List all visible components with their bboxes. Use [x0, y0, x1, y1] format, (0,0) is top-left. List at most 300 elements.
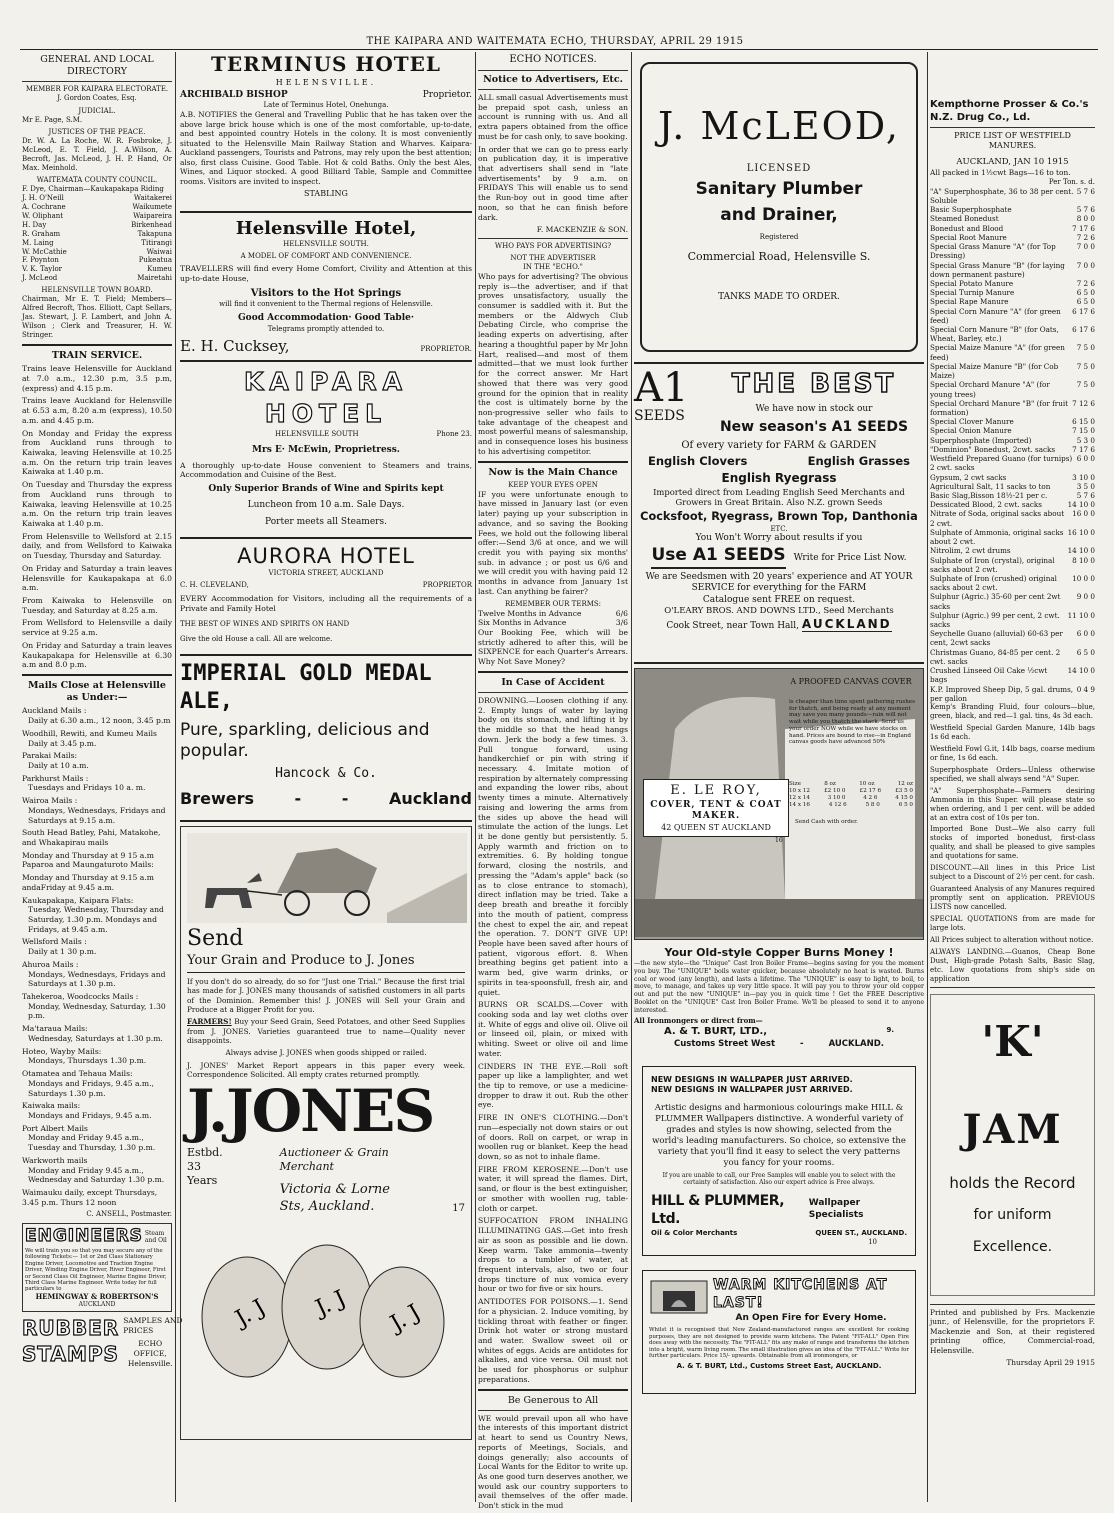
terms-label: Twelve Months in Advance	[478, 608, 582, 618]
engineers-firm: HEMINGWAY & ROBERTSON'S	[35, 1291, 159, 1301]
manure-price-row	[930, 592, 1095, 610]
terms-price: 6/6	[615, 608, 628, 618]
imprint-text: Printed and published by Frs. Mackenzie junr., of Helensville, for the proprietors F. Mackenzie and Son, at their registered printing office, Commercial-road, Helensville.	[930, 1307, 1095, 1355]
mail-route: Auckland Mails :	[22, 706, 87, 716]
manure-name: Special Orchard Manure "B" (for fruit formation)	[930, 398, 1069, 418]
terminus-stabling: STABLING	[304, 189, 348, 199]
mails-heading: Mails Close at Helensville as Under:—	[28, 680, 166, 704]
kemp-wfowl: Westfield Fowl G.it, 14lb bags, coarse medium or fine, 1s 6d each.	[930, 744, 1095, 762]
in-echo: IN THE "ECHO."	[523, 262, 583, 271]
manure-price-row	[930, 445, 1095, 454]
column-manures	[930, 52, 1095, 1502]
mail-entry	[22, 1047, 172, 1066]
leroy-table-row	[789, 802, 913, 809]
manure-price: 3 5 0	[1076, 481, 1095, 491]
member-heading: MEMBER FOR KAIPARA ELECTORATE.	[25, 85, 169, 94]
manure-name: Special Maize Manure "B" (for Cob Maize)	[930, 361, 1059, 381]
mail-route: Wairoa Mails :	[22, 796, 78, 806]
aurora-owner-label: PROPRIETOR	[422, 581, 472, 590]
manure-name: Special Potato Manure	[930, 278, 1014, 288]
manure-price: 5 7 6	[1076, 205, 1095, 215]
burns-ironmongers: All Ironmongers or direct from—	[634, 1016, 763, 1026]
leroy-table-cell: £2 10 0	[824, 788, 846, 795]
train-paragraph: On Monday and Friday the express from Auckland runs through to Kaiwaka, leaving Helensville at 10.25 a.m. On the return trip train leaves Kaiwaka at 1.40 p.m.	[22, 428, 172, 477]
kemp-title: Kempthorne Prosser & Co.'s N.Z. Drug Co., Ld.	[930, 99, 1089, 123]
mcleod-registered: Registered	[759, 232, 799, 241]
a1-city: AUCKLAND	[801, 617, 892, 632]
manure-price: 7 17 6	[1072, 223, 1095, 233]
leroy-table-cell: £3 5 0	[895, 788, 913, 795]
engineers-ad	[22, 1223, 172, 1312]
manure-name: Steamed Bonedust	[930, 214, 999, 224]
manure-price: 10 0 0	[1072, 573, 1095, 583]
leroy-cash: Send Cash with order.	[795, 819, 858, 825]
manure-name: "Dominion" Bonedust, 2cwt. sacks	[930, 444, 1056, 454]
helensville-hotel-model: A MODEL OF COMFORT AND CONVENIENCE.	[240, 252, 412, 261]
council-riding: Mairetahi	[137, 274, 172, 283]
divider	[180, 360, 472, 362]
terms-list	[478, 609, 628, 628]
manure-name: "A" Superphosphate, 36 to 38 per cent. Soluble	[930, 186, 1074, 205]
council-member-name: V. K. Taylor	[22, 265, 63, 274]
manure-price-row	[930, 214, 1095, 223]
kemp-kemps: Kemp's Branding Fluid, four colours—blue, green, black, and red—1 gal. tins, 4s 3d each.	[930, 703, 1095, 720]
divider	[930, 1304, 1095, 1305]
manure-name: Sulphate of Ammonia, original sacks about 2 cwt.	[930, 527, 1064, 547]
manure-name: Gypsum, 2 cwt sacks	[930, 472, 1007, 482]
jones-send: Send	[187, 926, 244, 952]
manure-name: Special Clover Manure	[930, 417, 1014, 427]
manure-price-row	[930, 629, 1095, 647]
divider	[478, 238, 628, 239]
a1-worry: You Won't Worry about results if you	[695, 533, 863, 544]
manure-price: 7 5 0	[1076, 343, 1095, 353]
wallpaper-line1: NEW DESIGNS IN WALLPAPER JUST ARRIVED.	[651, 1074, 853, 1084]
train-paragraph: From Kaiwaka to Helensville on Tuesday, and Saturday at 8.25 a.m.	[22, 596, 172, 615]
echo-p13: WE would prevail upon all who have the interests of this important district at heart to send us Country News, reports of Meetings, Socials, and doings generally; also accounts of Local Wants for the Editor to write up. As one good turn deserves another, we would ask our country supporters to avail themselves of the offer made. Don't stick in the mud	[478, 1413, 628, 1511]
leroy-table-cell: £2 17 6	[859, 788, 882, 795]
k-jam-holds: holds the Record	[949, 1173, 1076, 1192]
manure-name: Christmas Guano, 84-85 per cent. 2 cwt. sacks	[930, 647, 1061, 666]
mail-times: Mondays and Fridays, 9.45 a.m.	[28, 1110, 152, 1120]
mail-route: Parakai Mails:	[22, 751, 78, 761]
echo-p1: ALL small casual Advertisements must be prepaid spot cash, unless an account is running with us. And all extra papers obtained from the office must be for cash only, to save booking.	[478, 92, 628, 141]
manure-price-row	[930, 288, 1095, 297]
jones-role: Auctioneer & Grain Merchant	[279, 1146, 389, 1174]
column-rule	[175, 52, 176, 1502]
column-rule	[927, 52, 928, 1502]
manure-name: Westfield Prepared Guano (for turnips) 2 cwt. sacks	[930, 454, 1073, 473]
manure-name: Special Corn Manure "A" (for green feed)	[930, 306, 1061, 325]
helensville-hotel-owner-label: PROPRIETOR.	[420, 344, 472, 353]
council-riding: Waikumete	[132, 202, 172, 211]
echo-p8: CINDERS IN THE EYE.—Roll soft paper up like a lamplighter, and wet the tip to remove, or use a medicine-dropper to draw it out. Rub the other eye.	[478, 1061, 628, 1110]
mail-times: Tuesday, Wednesday, Thursday and Saturday, 1.30 p.m. Mondays and Fridays, at 9.45 a.m.	[28, 905, 164, 934]
divider	[478, 70, 628, 71]
k-jam-uniform: for uniform	[973, 1206, 1052, 1223]
divider	[180, 537, 472, 539]
a1-cocksfoot: Cocksfoot, Ryegrass, Brown Top, Danthonia	[640, 510, 918, 524]
echo-p10: FIRE FROM KEROSENE.—Don't use water, it will spread the flames. Dirt, sand, or flour is the best extinguisher, or smother with woollen rug, table-cloth or carpet.	[478, 1164, 628, 1213]
kaipara-hotel-phone: Phone 23.	[436, 430, 472, 439]
aurora-best: THE BEST OF WINES AND SPIRITS ON HAND	[180, 619, 350, 628]
leroy-heading: A PROOFED CANVAS COVER	[790, 677, 912, 686]
mcleod-licensed: LICENSED	[746, 162, 812, 174]
council-member-name: F. Dye, Chairman—Kaukapakapa Riding	[22, 184, 164, 193]
council-member-name: W. Oliphant	[22, 211, 64, 220]
jones-headline: Your Grain and Produce to J. Jones	[187, 953, 465, 973]
mail-entry	[22, 1124, 172, 1153]
manure-name: Special Rape Manure	[930, 297, 1009, 307]
wallpaper-street: QUEEN ST., AUCKLAND.	[815, 1228, 907, 1237]
k-jam-excellence: Excellence.	[972, 1238, 1053, 1255]
a1-firm: O'LEARY BROS. AND DOWNS LTD., Seed Merchants	[664, 606, 894, 617]
council-member-name: W. McCathie	[22, 247, 67, 256]
manure-name: Special Onion Manure	[930, 426, 1012, 436]
manure-price: 7 2 6	[1076, 278, 1095, 288]
manure-name: Crushed Linseed Oil Cake ½cwt bags	[930, 666, 1048, 685]
manure-price: 7 17 6	[1072, 444, 1095, 454]
terms-label: Six Months in Advance	[478, 618, 567, 628]
a1-seedsmen: We are Seedsmen with 20 years' experience and AT YOUR SERVICE for everything for the FARM	[645, 571, 913, 594]
council-member-row	[22, 212, 172, 221]
manure-price-row	[930, 187, 1095, 205]
leroy-table-cell: 3 10 0	[827, 795, 846, 802]
jones-ad	[180, 826, 472, 1440]
aurora-street: VICTORIA STREET, AUCKLAND	[268, 569, 384, 578]
mail-route: Kaiwaka mails:	[22, 1101, 81, 1111]
mail-entry	[22, 729, 172, 748]
a1-new-season: New season's A1 SEEDS	[719, 418, 909, 435]
manure-price: 11 10 0	[1067, 610, 1095, 620]
manure-name: Special Grass Manure "A" (for Top Dressing)	[930, 242, 1056, 261]
jones-address: Victoria & Lorne Sts, Auckland.	[279, 1182, 390, 1215]
a1-ryegrass: English Ryegrass	[721, 471, 837, 486]
manure-price-row	[930, 482, 1095, 491]
column-rule	[631, 52, 632, 1502]
leroy-table-head-cell: 8 oz	[824, 781, 836, 787]
wagon-illustration	[187, 833, 467, 923]
judicial-heading: JUDICIAL.	[78, 107, 116, 116]
mcleod-tanks: TANKS MADE TO ORDER.	[718, 291, 840, 302]
the-best: THE BEST	[731, 369, 897, 399]
kaipara-hotel-title: KAIPARA HOTEL	[244, 367, 408, 429]
kemp-price-list-items	[930, 187, 1095, 703]
mail-entry	[22, 1101, 172, 1120]
mail-route: Otamatea and Tehaua Mails:	[22, 1069, 133, 1079]
mail-entry	[22, 1024, 172, 1043]
manure-price: 6 5 0	[1076, 288, 1095, 298]
terminus-proprietor-label: Proprietor.	[422, 89, 472, 100]
manure-price-row	[930, 648, 1095, 666]
manure-price-row	[930, 380, 1095, 398]
council-riding: Birkenhead	[131, 220, 172, 229]
manure-price: 7 12 6	[1072, 398, 1095, 408]
council-member-name: M. Laing	[22, 238, 54, 247]
helensville-hotel-place: HELENSVILLE SOUTH.	[283, 240, 369, 249]
aurora-give: Give the old House a call. All are welcome.	[180, 634, 333, 643]
council-list	[22, 185, 172, 283]
train-paragraph: Trains leave Helensville for Auckland at 7.0 a.m., 12.30 p.m, 3.5 p.m, (express) and 4.15 p.m.	[22, 364, 172, 393]
manure-price: 6 0 0	[1076, 454, 1095, 464]
mcleod-name: J. McLEOD,	[658, 104, 900, 148]
column-directory	[22, 52, 183, 1502]
manure-price: 14 10 0	[1067, 546, 1095, 556]
manure-price-row	[930, 233, 1095, 242]
manure-name: Dessicated Blood, 2 cwt. sacks	[930, 500, 1042, 510]
mail-entry	[22, 1069, 172, 1098]
divider	[478, 1410, 628, 1411]
wallpaper-spec: Wallpaper Specialists	[808, 1198, 864, 1220]
echo-p11: SUFFOCATION FROM INHALING ILLUMINATING GAS.—Get into fresh air as soon as possible and lie down. Keep warm. Take ammonia—twenty drops to a tumbler of water, at frequent intervals, also, two or four drops tincture of nux vomica every hour or two for five or six hours.	[478, 1216, 628, 1294]
kemp-superorders: Superphosphate Orders—Unless otherwise specified, we shall always send "A" Super.	[930, 765, 1095, 783]
divider	[478, 671, 628, 673]
council-riding: Pukeatua	[138, 256, 172, 265]
manure-price: 14 10 0	[1067, 500, 1095, 510]
leroy-table-cell: 10 x 12	[789, 788, 810, 795]
mcleod-trade1: Sanitary Plumber	[695, 179, 863, 200]
terms-row	[478, 609, 628, 619]
manure-name: Sulphate of Iron (crystal), original sacks about 2 cwt.	[930, 555, 1055, 574]
grain-sacks-illustration	[187, 1222, 447, 1372]
wallpaper-small: If you are unable to call, our Free Samples will enable you to select with the certainty of satisfaction. Also our expert advice is Free always.	[662, 1171, 896, 1187]
a1-etc: ETC.	[770, 524, 788, 533]
mail-times: Daily at 10 a.m.	[28, 760, 89, 770]
kaipara-hotel-place: HELENSVILLE SOUTH	[275, 430, 359, 439]
manure-price: 7 2 6	[1076, 232, 1095, 242]
mail-times: Mondays, Wednesdays, Fridays and Saturdays at 1.30 p.m.	[28, 969, 166, 989]
svg-text:J. J: J. J	[312, 1285, 350, 1321]
helensville-hotel-body: TRAVELLERS will find every Home Comfort, Civility and Attention at this up-to-date House,	[180, 264, 472, 283]
aurora-owner: C. H. CLEVELAND,	[180, 581, 249, 590]
train-paragraph: On Friday and Saturday a train leaves Helensville for Kaukapakapa at 6.0 a.m.	[22, 563, 172, 593]
terminus-late: Late of Terminus Hotel, Onehunga.	[263, 101, 389, 110]
manure-price-row	[930, 224, 1095, 233]
council-riding: Titirangi	[141, 238, 172, 247]
burns-body: —the new style—the "Unique" Cast Iron Boiler Frame—begins saving for you the moment you buy. The "UNIQUE" boils water quicker, because absolutely no heat is wasted. Burns coal or wood (any length), and lasts a lifetime. The "UNIQUE" is easy to light, to boil, to move, to manage, and takes up very little space. It will pay you to throw your old copper out and put the new "UNIQUE" in—pay you in quick time ! Get the FREE Descriptive Booklet on the "UNIQUE" Cast Iron Boiler Frame. We'll be pleased to send it to anyone interested.	[634, 960, 924, 1014]
town-board-heading: HELENSVILLE TOWN BOARD.	[41, 286, 153, 295]
burns-city: AUCKLAND.	[828, 1039, 884, 1050]
wallpaper-firm: HILL & PLUMMER, Ltd.	[651, 1193, 785, 1227]
divider	[180, 654, 472, 656]
helensville-hotel-visitors: Visitors to the Hot Springs	[250, 287, 402, 299]
manure-price: 6 5 0	[1076, 647, 1095, 657]
manure-name: Sulphur (Agric.) 99 per cent, 2 cwt. sacks	[930, 610, 1060, 630]
k-jam-jam: JAM	[962, 1106, 1063, 1154]
manure-price: 8 0 0	[1076, 214, 1095, 224]
manure-name: Bonedust and Blood	[930, 223, 1004, 233]
manure-price-row	[930, 491, 1095, 500]
rubber-stamps-ad	[22, 1316, 183, 1368]
council-member-row	[22, 239, 172, 248]
manure-price-row	[930, 574, 1095, 592]
kaipara-hotel-body: A thoroughly up-to-date House convenient to Steamers and trains, Accommodation and Cuisine of the Best.	[180, 460, 472, 480]
manure-price-row	[930, 509, 1095, 527]
kemp-packed: All packed in 1½cwt Bags—16 to ton.	[930, 168, 1071, 178]
mail-times: Mondays and Fridays, 9.45 a.m., Saturdays 1.30 p.m.	[28, 1078, 154, 1098]
a1-stock: We have now in stock our	[755, 404, 873, 415]
council-member-row	[22, 230, 172, 239]
mail-route: Parkhurst Mails :	[22, 773, 89, 783]
echo-p3: Who pays for advertising? The obvious reply is—the advertiser, and if that proves unsatisfactory, usually the consumer is saddled with it. But the members or the Aldwych Club Debating Circle, who comprise the leading experts on advertising, after hearing a thoughtful paper by Mr John Hart, realised—and most of them admitted—that we must look further for the correct answer. Mr Hart showed that there was very good ground for the opinion that in reality the cost is ultimately borne by the non-progressive seller who fails to take advantage of the cheapest and most powerful means of salesmanship, and in consequence loses his business to his advertising competitor.	[478, 271, 628, 456]
mail-route: Wellsford Mails :	[22, 937, 87, 947]
echo-p7: BURNS OR SCALDS.—Cover with cooking soda and lay wet cloths over it. White of eggs and olive oil. Olive oil or linseed oil, plain, or mixed with whiting. Sweet or olive oil and lime water.	[478, 1000, 628, 1058]
mail-entry	[22, 706, 172, 725]
echo-office: ECHO OFFICE, Helensville.	[127, 1339, 173, 1368]
leroy-table-cell: 5 8 0	[865, 802, 880, 809]
council-member-row	[22, 248, 172, 257]
train-paragraph: From Wellsford to Helensville a daily service at 9.25 a.m.	[22, 618, 172, 638]
mail-times: Wednesday, Saturdays at 1.30 p.m.	[28, 1033, 163, 1043]
mail-times: Daily at 1 30 p.m.	[28, 947, 97, 957]
council-riding: Waipareira	[133, 211, 172, 220]
manure-price-row	[930, 685, 1095, 703]
mail-route: Port Albert Mails	[22, 1123, 88, 1133]
leroy-name: E. LE ROY,	[670, 783, 762, 798]
column-hotels	[180, 52, 472, 1502]
helensville-hotel-telegrams: Telegrams promptly attended to.	[267, 324, 385, 333]
svg-text:J. J: J. J	[386, 1299, 425, 1337]
manure-name: K.P. Improved Sheep Dip, 5 gal. drums, per gallon	[930, 684, 1074, 703]
jones-body3: Always advise J. JONES when goods shipped or railed.	[225, 1048, 427, 1058]
a1-use: Use A1 SEEDS	[651, 545, 785, 569]
manure-name: Agricultural Salt, 11 sacks to ton	[930, 481, 1051, 491]
notice-title: Notice to Advertisers, Etc.	[483, 73, 623, 85]
manure-price: 7 0 0	[1076, 260, 1095, 270]
kemp-date: AUCKLAND, JAN 10 1915	[956, 157, 1069, 168]
leroy-table-cell: 14 x 16	[789, 802, 810, 809]
kemp-aspecial: "A" Superphosphate—Farmers desiring Ammonia in this Super. will please state so when ordering, and 1 per cent. will be added at an extra cost of 10s per ton.	[930, 786, 1095, 822]
wallpaper-line2: NEW DESIGNS IN WALLPAPER JUST ARRIVED.	[651, 1085, 853, 1095]
manure-price: 7 0 0	[1076, 242, 1095, 252]
imperial-city: Auckland	[388, 789, 472, 809]
fireplace-icon	[649, 1277, 709, 1317]
jones-farmers: FARMERS!	[187, 1017, 232, 1027]
samples-text: SAMPLES AND PRICES	[123, 1316, 183, 1335]
manure-price: 16 0 0	[1072, 509, 1095, 519]
jones-number: 17	[452, 1202, 465, 1214]
terminus-place: HELENSVILLE.	[275, 77, 377, 87]
manure-price: 0 4 9	[1076, 684, 1095, 694]
leroy-table-row	[789, 795, 913, 802]
mail-entry	[22, 796, 172, 825]
council-member-row	[22, 203, 172, 212]
train-paragraph: On Tuesday and Thursday the express from Auckland runs through to Kaiwaka, leaving Helensville at 10.25 a.m. On the return trip train leaves Kaiwaka at 1.40 p.m.	[22, 480, 172, 528]
terminus-title: TERMINUS HOTEL	[211, 52, 441, 76]
svg-text:J. J: J. J	[231, 1294, 270, 1332]
mail-times: Monday and Friday 9.45 a.m., Tuesday and Thursday, 1.30 p.m.	[28, 1133, 156, 1153]
jones-body2: Buy your Seed Grain, Seed Potatoes, and other Seed Supplies from J. JONES. Varieties guaranteed true to name—Quality never disappoints.	[187, 1017, 465, 1046]
divider	[634, 362, 924, 364]
manure-price: 7 15 0	[1072, 426, 1095, 436]
engineers-title: ENGINEERS	[25, 1226, 143, 1247]
mail-times: Daily at 6.30 a.m., 12 noon, 3.45 p.m	[28, 716, 171, 726]
leroy-address: 42 QUEEN ST AUCKLAND	[661, 822, 771, 832]
leroy-sub: is cheaper than time spent gathering rushes for thatch, and being ready at any moment may save you many pounds—rain will not wait while you thatch the stack. Send us your order NOW while we have stocks on hand. Prices are bound to rise—in England canvas goods have advanced 50%	[789, 699, 915, 746]
burns-firm: A. & T. BURT, LTD.,	[664, 1026, 768, 1038]
terminus-proprietor: ARCHIBALD BISHOP	[180, 89, 288, 100]
council-member-row	[22, 265, 172, 274]
council-member-row	[22, 256, 172, 265]
rubber-text: RUBBER	[22, 1316, 120, 1341]
mail-entry	[22, 960, 172, 989]
manure-name: Nitrolim, 2 cwt drums	[930, 546, 1011, 556]
kitchens-body: Whilst it is recognised that New Zealand-manufactured ranges are excellent for cooking purposes, they are not designed to provide warm kitchens. The Patent "FIT-ALL" Open Fire does away with the necessity. The "FIT-ALL" fits any make of range and transforms the kitchen into a bright, warm living room. The small illustration gives an idea of the "FIT-ALL." Write for further particulars. Price 15/- upwards. Obtainable from all ironmongers, or	[649, 1327, 909, 1359]
mail-route: Kaukapakapa, Kaipara Flats:	[22, 895, 134, 905]
mcleod-address: Commercial Road, Helensville S.	[687, 249, 871, 263]
imperial-brewers: Brewers	[180, 789, 254, 809]
kitchens-title: WARM KITCHENS AT LAST!	[713, 1276, 888, 1311]
manure-price-row	[930, 362, 1095, 380]
manure-price-row	[930, 436, 1095, 445]
council-member-name: F. Poynton	[22, 256, 59, 265]
manure-price: 16 10 0	[1067, 527, 1095, 537]
imperial-tagline: Pure, sparkling, delicious and popular.	[180, 719, 430, 762]
kemp-discount: DISCOUNT.—All lines in this Price List subject to a Discount of 2½ per cent. for cash.	[930, 864, 1095, 882]
column-rule	[475, 52, 476, 1502]
engineers-text: We will train you so that you may secure any of the following Tickets:— 1st or 2nd Class Stationary Engine Driver, Locomotive and Traction Engine Driver, Winding Engine Driver, River Engineer, First or Second Class Oil Engineer, Marine Engine Driver, Third Class Marine Engineer. Write today for full particulars to	[25, 1248, 167, 1293]
council-heading: WAITEMATA COUNTY COUNCIL.	[36, 175, 158, 184]
justices-text: Dr. W. A. La Roche, W. R. Fosbroke, J. McLeod, E. T. Field, J. A.Wilson, A. Becroft, Jas. McLeod, J. H. P. Hand, Or Max. Meinhold.	[22, 137, 172, 172]
leroy-table-cell: 4 12 6	[828, 802, 847, 809]
divider	[22, 81, 172, 82]
manure-price: 6 17 6	[1072, 325, 1095, 335]
manure-price-row	[930, 343, 1095, 361]
divider	[930, 127, 1095, 128]
accident-title: In Case of Accident	[501, 676, 605, 688]
council-riding: Waiwai	[146, 247, 172, 256]
manure-price: 6 0 0	[1076, 629, 1095, 639]
divider	[634, 662, 924, 664]
engineers-side: Steam and Oil	[144, 1229, 167, 1245]
imprint-date: Thursday April 29 1915	[1006, 1358, 1095, 1368]
mail-times: Mondays, Thursdays 1.30 p.m.	[28, 1056, 147, 1066]
leroy-table-cell: 4 15 0	[895, 795, 913, 802]
leroy-table-cell: 4 2 6	[863, 795, 878, 802]
manure-name: Special Grass Manure "B" (for laying down permanent pasture)	[930, 260, 1065, 279]
council-member-row	[22, 185, 172, 194]
echo-p9: FIRE IN ONE'S CLOTHING.—Don't run—especially not down stairs or out of doors. Roll on carpet, or wrap in woollen rug or blanket. Keep the head down, so as not to inhale flame.	[478, 1113, 628, 1162]
council-member-row	[22, 274, 172, 283]
a1-write: Write for Price List Now.	[793, 552, 907, 563]
keep-eyes: KEEP YOUR EYES OPEN	[508, 480, 598, 489]
postmaster: C. ANSELL, Postmaster.	[86, 1210, 172, 1219]
mail-entry	[22, 828, 172, 847]
imperial-maker: Hancock & Co.	[275, 766, 377, 782]
council-member-name: A. Cochrane	[22, 202, 66, 211]
manure-price: 6 17 6	[1072, 306, 1095, 316]
leroy-ad	[634, 668, 924, 940]
manure-price: 3 10 0	[1072, 472, 1095, 482]
manure-price-row	[930, 307, 1095, 325]
manure-name: Special Orchard Manure "A" (for young trees)	[930, 380, 1050, 399]
a1-imported: Imported direct from Leading English Seed Merchants and Growers in Great Britain. Also N.Z. grown Seeds	[653, 486, 905, 508]
mail-times: Mondays, Wednesdays, Fridays and Saturdays at 9.15 a.m.	[28, 805, 166, 825]
leroy-table-header	[789, 781, 913, 788]
leroy-table-head-cell: Size	[789, 781, 801, 787]
burns-street: Customs Street West	[674, 1039, 776, 1050]
terminus-body: A.B. NOTIFIES the General and Travelling Public that he has taken over the above large brick house which is one of the most comfortable, up-to-date, and best appointed country Hotels in the colony. It is most conveniently situated to the Helensville Main Railway Station and Wharves. Kaipara-Auckland passengers, Tourists and Patrons, may rely upon the best attention; also, first class Cuisine. Good Table. Hot & cold Baths. Only the best Ales, Wines, and Liquor stocked. A good Billiard Table, Sample and Committee rooms. Visitors are invited to inspect.	[180, 110, 472, 186]
manure-name: Nitrate of Soda, original sacks about 2 cwt.	[930, 509, 1065, 528]
mail-times: Tuesdays and Fridays 10 a. m.	[28, 783, 146, 793]
mail-route: Waimauku daily, except Thursdays, 3.45 p.m. Thurs 12 noon	[22, 1187, 158, 1207]
manure-price: 7 5 0	[1076, 361, 1095, 371]
manure-price-row	[930, 426, 1095, 435]
who-pays: WHO PAYS FOR ADVERTISING?	[494, 242, 612, 251]
mail-route: Monday and Thursday at 9.15 a.m andaFriday at 9.45 a.m.	[22, 873, 154, 892]
a1-catalogue: Catalogue sent FREE on request.	[702, 594, 856, 605]
divider	[478, 89, 628, 90]
